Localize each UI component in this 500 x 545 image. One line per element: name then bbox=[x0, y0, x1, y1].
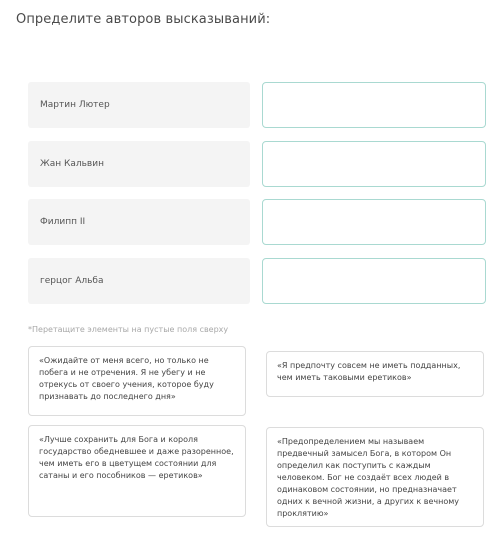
drop-slot-calvin[interactable] bbox=[262, 141, 486, 187]
drop-slot-luther[interactable] bbox=[262, 82, 486, 128]
author-label-philip: Филипп II bbox=[28, 199, 250, 245]
drag-hint: *Перетащите элементы на пустые поля сверху bbox=[28, 325, 229, 334]
quote-card-1[interactable]: «Ожидайте от меня всего, но только не побега и не отречения. Я не убегу и не отрекусь от своего учения, которое буду признавать до последнего дня» bbox=[28, 346, 246, 416]
quote-card-2[interactable]: «Я предпочту совсем не иметь подданных, чем иметь таковыми еретиков» bbox=[266, 351, 484, 397]
quote-card-3[interactable]: «Лучше сохранить для Бога и короля государство обедневшее и даже разоренное, чем иметь его в цветущем состоянии для сатаны и его пособников — еретиков» bbox=[28, 425, 246, 517]
author-label-alba: герцог Альба bbox=[28, 258, 250, 304]
author-label-calvin: Жан Кальвин bbox=[28, 141, 250, 187]
drop-slot-alba[interactable] bbox=[262, 258, 486, 304]
page-title: Определите авторов высказываний: bbox=[16, 12, 271, 27]
author-label-luther: Мартин Лютер bbox=[28, 82, 250, 128]
quote-card-4[interactable]: «Предопределением мы называем предвечный замысел Бога, в котором Он определил как поступить с каждым человеком. Бог не создаёт всех людей в одинаковом состоянии, но предназначает одних к вечной жизни, а других к вечному проклятию» bbox=[266, 427, 484, 527]
drop-slot-philip[interactable] bbox=[262, 199, 486, 245]
